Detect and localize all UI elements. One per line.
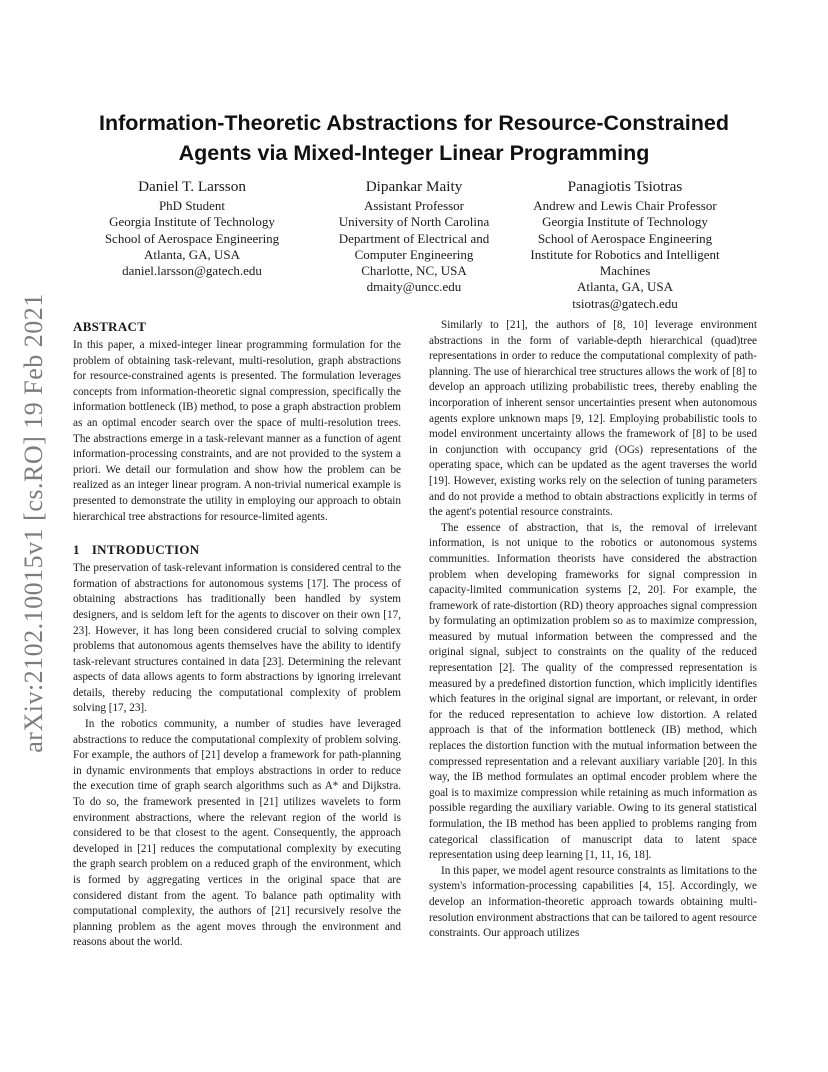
author-position: PhD Student (158, 198, 226, 213)
author-email: tsiotras@gatech.edu (572, 295, 678, 311)
author-block (92, 176, 292, 279)
author-institute: Institute for Robotics and Intelligent (530, 246, 720, 262)
section-number: 1 (73, 542, 80, 558)
author-position: Assistant Professor (363, 198, 465, 213)
author-location: Atlanta, GA, USA (576, 279, 674, 295)
author-name: Panagiotis Tsiotras (567, 178, 683, 195)
author-affiliation: University of North Carolina (338, 214, 490, 230)
author-name: Daniel T. Larsson (138, 178, 246, 195)
author-affiliation: Georgia Institute of Technology (542, 214, 708, 230)
author-department: School of Aerospace Engineering (537, 230, 713, 246)
author-block (318, 176, 510, 296)
arxiv-watermark (4, 288, 64, 758)
body-paragraph: In this paper, we model agent resource constraints as limitations to the system's information-processing capabilities [4, 15]. Accordingly, we develop an information-theoretic approach towards obtaining multi-resolution environment abstractions that can be tailored to agent resource constraints. Our approach utilizes (429, 864, 757, 940)
author-block (522, 176, 728, 312)
abstract-heading: ABSTRACT (73, 319, 147, 334)
author-institute: Machines (599, 263, 651, 279)
paper-title: Information-Theoretic Abstractions for Resource-Constrained Agents via Mixed-Integer Linear Programming (99, 111, 729, 165)
author-department: Department of Electrical and (338, 230, 490, 246)
abstract-text: In this paper, a mixed-integer linear programming formulation for the problem of obtaining task-relevant, multi-resolution, graph abstractions for resource-constrained agents is presented. The formulation leverages concepts from information-theoretic signal compression, specifically the information bottleneck (IB) method, to pose a graph abstraction problem as an optimal encoder search over the space of multi-resolution trees. The abstractions emerge in a task-relevant manner as a function of agent information-processing constraints, and are not provided to the system a priori. We detail our formulation and show how the problem can be realized as an integer linear program. A non-trivial numerical example is presented to demonstrate the utility in employing our approach to obtain hierarchical tree abstractions for resource-limited agents. (73, 339, 401, 523)
author-department: Computer Engineering (354, 246, 474, 262)
left-column (73, 318, 401, 951)
author-position: Andrew and Lewis Chair Professor (533, 198, 717, 213)
section-heading (73, 541, 401, 559)
author-location: Atlanta, GA, USA (143, 246, 241, 262)
author-location: Charlotte, NC, USA (361, 263, 467, 279)
body-paragraph: The preservation of task-relevant information is considered central to the formation of abstractions for autonomous systems [17]. The process of obtaining abstractions has traditionally been handled by system designers, and is seldom left for the agents to discover on their own [17, 23]. However, it has long been considered crucial to solving complex problems that autonomous agents themselves have the ability to identify task-relevant structures contained in data [23]. Determining the relevant aspects of data allows agents to form abstractions by ignoring irrelevant details, thereby reducing the computational complexity of problem solving [17, 23]. (73, 562, 401, 715)
section-title: INTRODUCTION (91, 542, 200, 558)
body-paragraph: The essence of abstraction, that is, the removal of irrelevant information, is not unique to the robotics or autonomous systems communities. Information theorists have considered the abstraction problem when developing frameworks for signal compression in capacity-limited communication systems [2, 20]. For example, the framework of rate-distortion (RD) theory approaches signal compression by formulating an optimization problem so as to maximize compression, measured by mutual information between the compressed and the original signal, subject to constraints on the quality of the reduced representation [2]. The quality of the compressed representation is measured by a predefined distortion function, which implicitly identifies which features in the original signal are important, or relevant, in order for the reduced representation to achieve low distortion. A related approach is that of the information bottleneck (IB) method, which replaces the distortion function with the mutual information between the compressed representation and a relevant auxiliary variable [20]. In this way, the IB method formulates an optimal encoder problem where the goal is to maximize compression while retaining as much information as possible regarding the auxiliary variable. Owing to its general statistical formulation, the IB method has been applied to problems ranging from categorical classification of manuscript data to latent space representation using deep learning [1, 11, 16, 18]. (429, 521, 757, 862)
right-column (429, 318, 757, 942)
arxiv-identifier: arXiv:2102.10015v1 [cs.RO] 19 Feb 2021 (19, 293, 48, 753)
body-paragraph: In the robotics community, a number of studies have leveraged abstractions to reduce the computational complexity of problem solving. For example, the authors of [21] develop a framework for path-planning in dynamic environments that employs abstractions in order to reduce the execution time of graph search algorithms such as A* and Dijkstra. To do so, the framework presented in [21] utilizes wavelets to form environment abstractions, where the relevant region of the world is considered to be that closest to the agent. Consequently, the approach developed in [21] reduces the computational complexity by executing the graph search problem on a reduced graph of the environment, which is formed by aggregating vertices in the original space that are considered distant from the agent. To balance path optimality with computational complexity, the authors of [21] recursively resolve the planning problem as the agent moves through the environment and reasons about the world. (73, 718, 401, 949)
author-email: dmaity@uncc.edu (366, 279, 462, 295)
author-name: Dipankar Maity (365, 178, 463, 195)
author-affiliation: Georgia Institute of Technology (109, 214, 275, 230)
body-paragraph: Similarly to [21], the authors of [8, 10] leverage environment abstractions in the form of variable-depth hierarchical (quad)tree representations in order to reduce the computational complexity of path-planning. The use of hierarchical tree structures allows the work of [8] to develop an approach utilizing probabilistic trees, thereby enabling the incorporation of inherent sensor uncertainties present when autonomous agents explore unknown maps [9, 12]. Employing probabilistic tools to model environment uncertainty allows the framework of [8] to be used in conjunction with occupancy grid (OGs) representations of the operating space, which can be updated as the agent traverses the world [19]. However, existing works rely on the selection of tuning parameters and do not provide a method to obtain abstractions explicitly in terms of the agent's potential resource constraints. (429, 319, 757, 519)
author-department: School of Aerospace Engineering (104, 230, 280, 246)
author-email: daniel.larsson@gatech.edu (122, 263, 262, 279)
